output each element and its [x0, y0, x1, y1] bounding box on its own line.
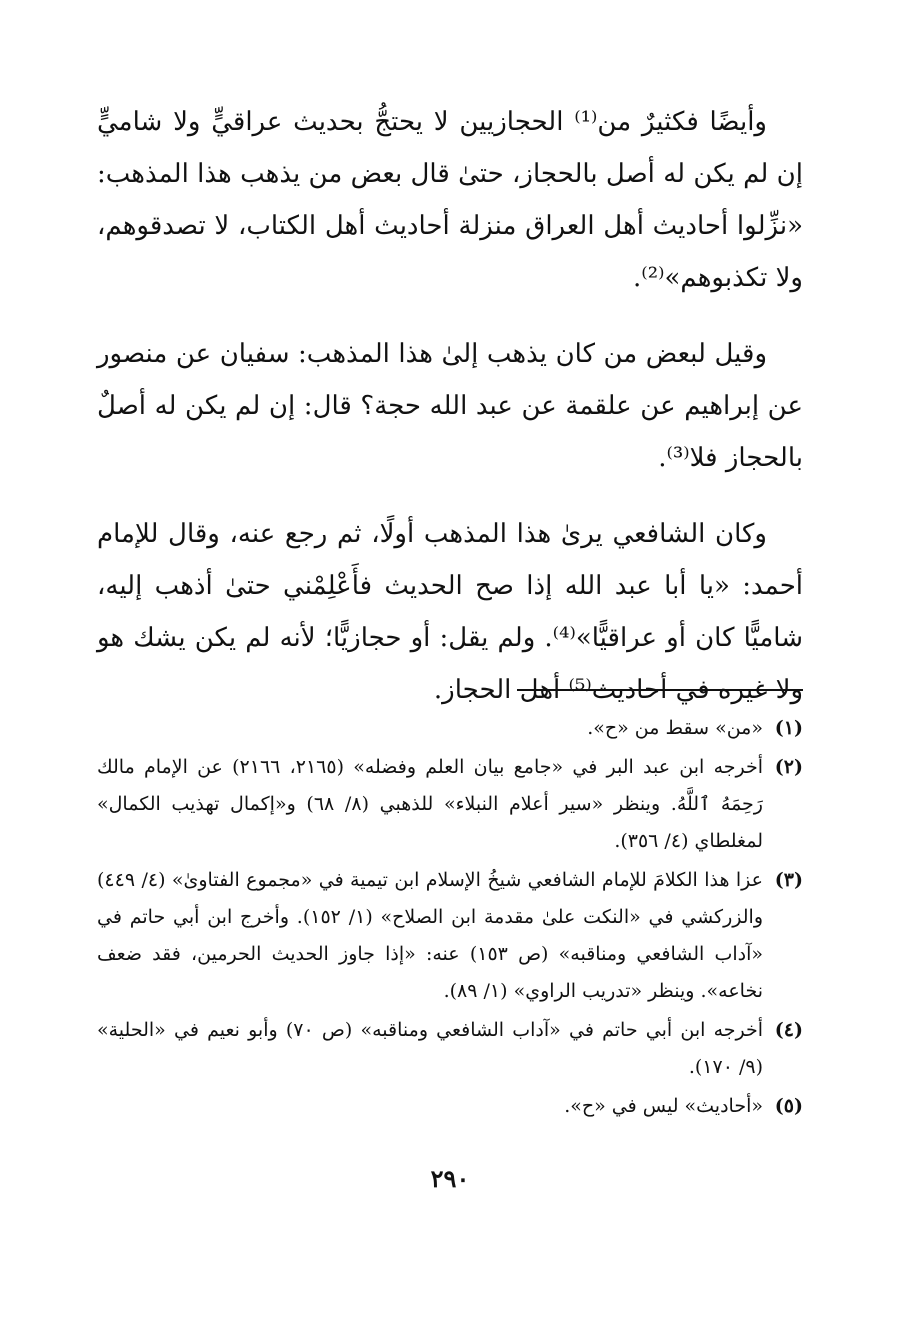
footnote-text: أخرجه ابن أبي حاتم في «آداب الشافعي ومناقبه» (ص ٧٠) وأبو نعيم في «الحلية» (٩/ ١٧٠).: [97, 1019, 764, 1078]
footnote: [97, 1088, 803, 1125]
footnotes: [97, 710, 803, 1127]
footnote-number: (١): [774, 717, 803, 739]
footnote-text: أخرجه ابن عبد البر في «جامع بيان العلم وفضله» (٢١٦٥، ٢١٦٦) عن الإمام مالك رَحِمَهُ ٱللَّهُ. وينظر «سير أعلام النبلاء» للذهبي (٨/ ٦٨) و«إكمال تهذيب الكمال» لمغلطاي (٤/ ٣٥٦).: [97, 756, 764, 852]
footnote: [97, 749, 803, 860]
footnote-text: «من» سقط من «ح».: [587, 717, 763, 739]
footnote: [97, 862, 803, 1010]
page-number: ٢٩٠: [430, 1164, 470, 1193]
footnote-text: عزا هذا الكلامَ للإمام الشافعي شيخُ الإسلام ابن تيمية في «مجموع الفتاوىٰ» (٤/ ٤٤٩) والزركشي في «النكت علىٰ مقدمة ابن الصلاح» (١/ ١٥٢). وأخرج ابن أبي حاتم في «آداب الشافعي ومناقبه» (ص ١٥٣) عنه: «إذا جاوز الحديث الحرمين، فقد ضعف نخاعه». وينظر «تدريب الراوي» (١/ ٨٩).: [97, 869, 764, 1002]
footnote-number: (٢): [774, 756, 803, 778]
footnote-separator: [517, 689, 803, 691]
main-text: [97, 96, 803, 740]
footnote: [97, 1012, 803, 1086]
paragraph: وقيل لبعض من كان يذهب إلىٰ هذا المذهب: سفيان عن منصور عن إبراهيم عن علقمة عن عبد الله حجة؟ قال: إن لم يكن له أصلٌ بالحجاز فلا⁽³⁾.: [97, 339, 803, 473]
paragraph: وأيضًا فكثيرٌ من⁽¹⁾ الحجازيين لا يحتجُّ بحديث عراقيٍّ ولا شاميٍّ إن لم يكن له أصل بالحجاز، حتىٰ قال بعض من يذهب هذا المذهب: «نزِّلوا أحاديث أهل العراق منزلة أحاديث أهل الكتاب، لا تصدقوهم، ولا تكذبوهم»⁽²⁾.: [97, 107, 803, 293]
footnote-number: (٥): [774, 1095, 803, 1117]
footnote: [97, 710, 803, 747]
footnote-text: «أحاديث» ليس في «ح».: [564, 1095, 763, 1117]
footnote-number: (٣): [774, 869, 803, 891]
footnote-number: (٤): [774, 1019, 803, 1041]
paragraph: وكان الشافعي يرىٰ هذا المذهب أولًا، ثم رجع عنه، وقال للإمام أحمد: «يا أبا عبد الله إذا صح الحديث فأَعْلِمْني حتىٰ أذهب إليه، شاميًّا كان أو عراقيًّا»⁽⁴⁾. ولم يقل: أو حجازيًّا؛ لأنه لم يكن يشك هو ولا غيره في أحاديث⁽⁵⁾ أهل الحجاز.: [97, 519, 803, 705]
